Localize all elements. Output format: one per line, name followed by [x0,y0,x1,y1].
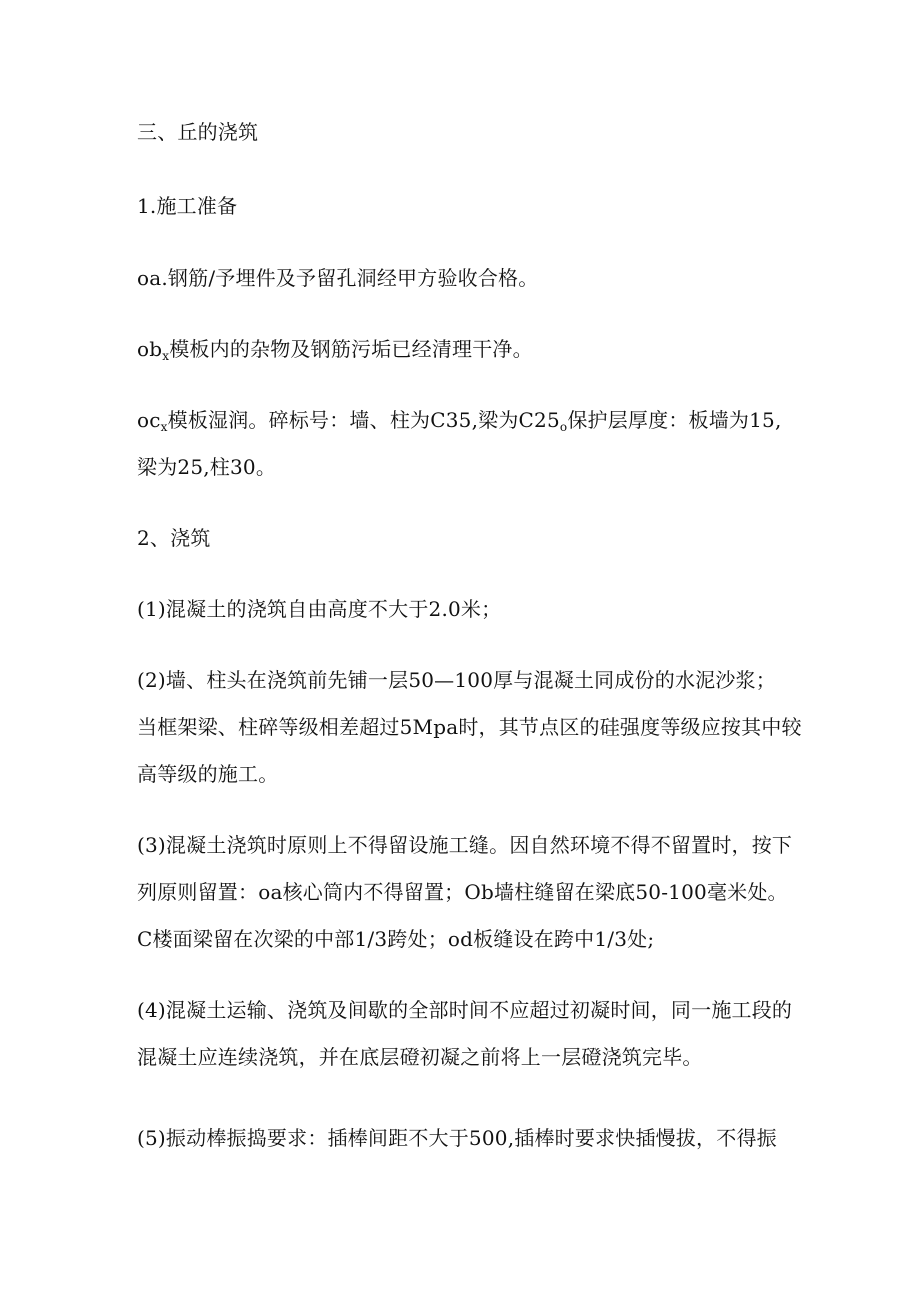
prep-item-c-text-2: 保护层厚度：板墙为15, [567,408,782,432]
pour-item-2-line-1: (2)墙、柱头在浇筑前先铺一层50—100厚与混凝土同成份的水泥沙浆； [137,668,776,692]
heading-construction-prep: 1.施工准备 [137,194,238,218]
pour-item-4-line-1: (4)混凝土运输、浇筑及间歇的全部时间不应超过初凝时间，同一施工段的 [137,998,793,1022]
prep-item-c-prefix: oc [137,408,161,432]
prep-item-b-text: 模板内的杂物及钢筋污垢已经清理干净。 [169,337,533,361]
prep-item-c-text: 模板湿润。碎标号：墙、柱为C35,梁为C25 [167,408,560,432]
prep-item-b-prefix: ob [137,337,163,361]
prep-item-c-subscript-2: o [559,420,568,434]
heading-pouring: 2、浇筑 [137,526,211,550]
prep-item-c-subscript: x [160,420,168,434]
pour-item-2-line-2: 当框架梁、柱碎等级相差超过5Mpa时，其节点区的硅强度等级应按其中较 [137,715,802,739]
pour-item-3-line-3: C楼面梁留在次梁的中部1/3跨处；od板缝设在跨中1/3处; [137,927,655,951]
pour-item-1: (1)混凝土的浇筑自由高度不大于2.0米； [137,597,502,621]
pour-item-3-line-1: (3)混凝土浇筑时原则上不得留设施工缝。因自然环境不得不留置时，按下 [137,833,793,857]
section-heading: 三、丘的浇筑 [137,120,259,144]
pour-item-4-line-2: 混凝土应连续浇筑，并在底层磴初凝之前将上一层磴浇筑完毕。 [137,1045,703,1069]
prep-item-b-subscript: x [162,349,170,363]
prep-item-a: oa.钢筋/予埋件及予留孔洞经甲方验收合格。 [137,266,539,290]
pour-item-3-line-2: 列原则留置：oa核心筒内不得留置；Ob墙柱缝留在梁底50-100毫米处。 [137,880,788,904]
prep-item-c [137,406,782,434]
pour-item-5-line-1: (5)振动棒振捣要求：插棒间距不大于500,插棒时要求快插慢拔，不得振 [137,1126,777,1150]
pour-item-2-line-3: 高等级的施工。 [137,762,279,786]
prep-item-c-continued: 梁为25,柱30。 [137,455,277,479]
prep-item-b [137,335,533,363]
